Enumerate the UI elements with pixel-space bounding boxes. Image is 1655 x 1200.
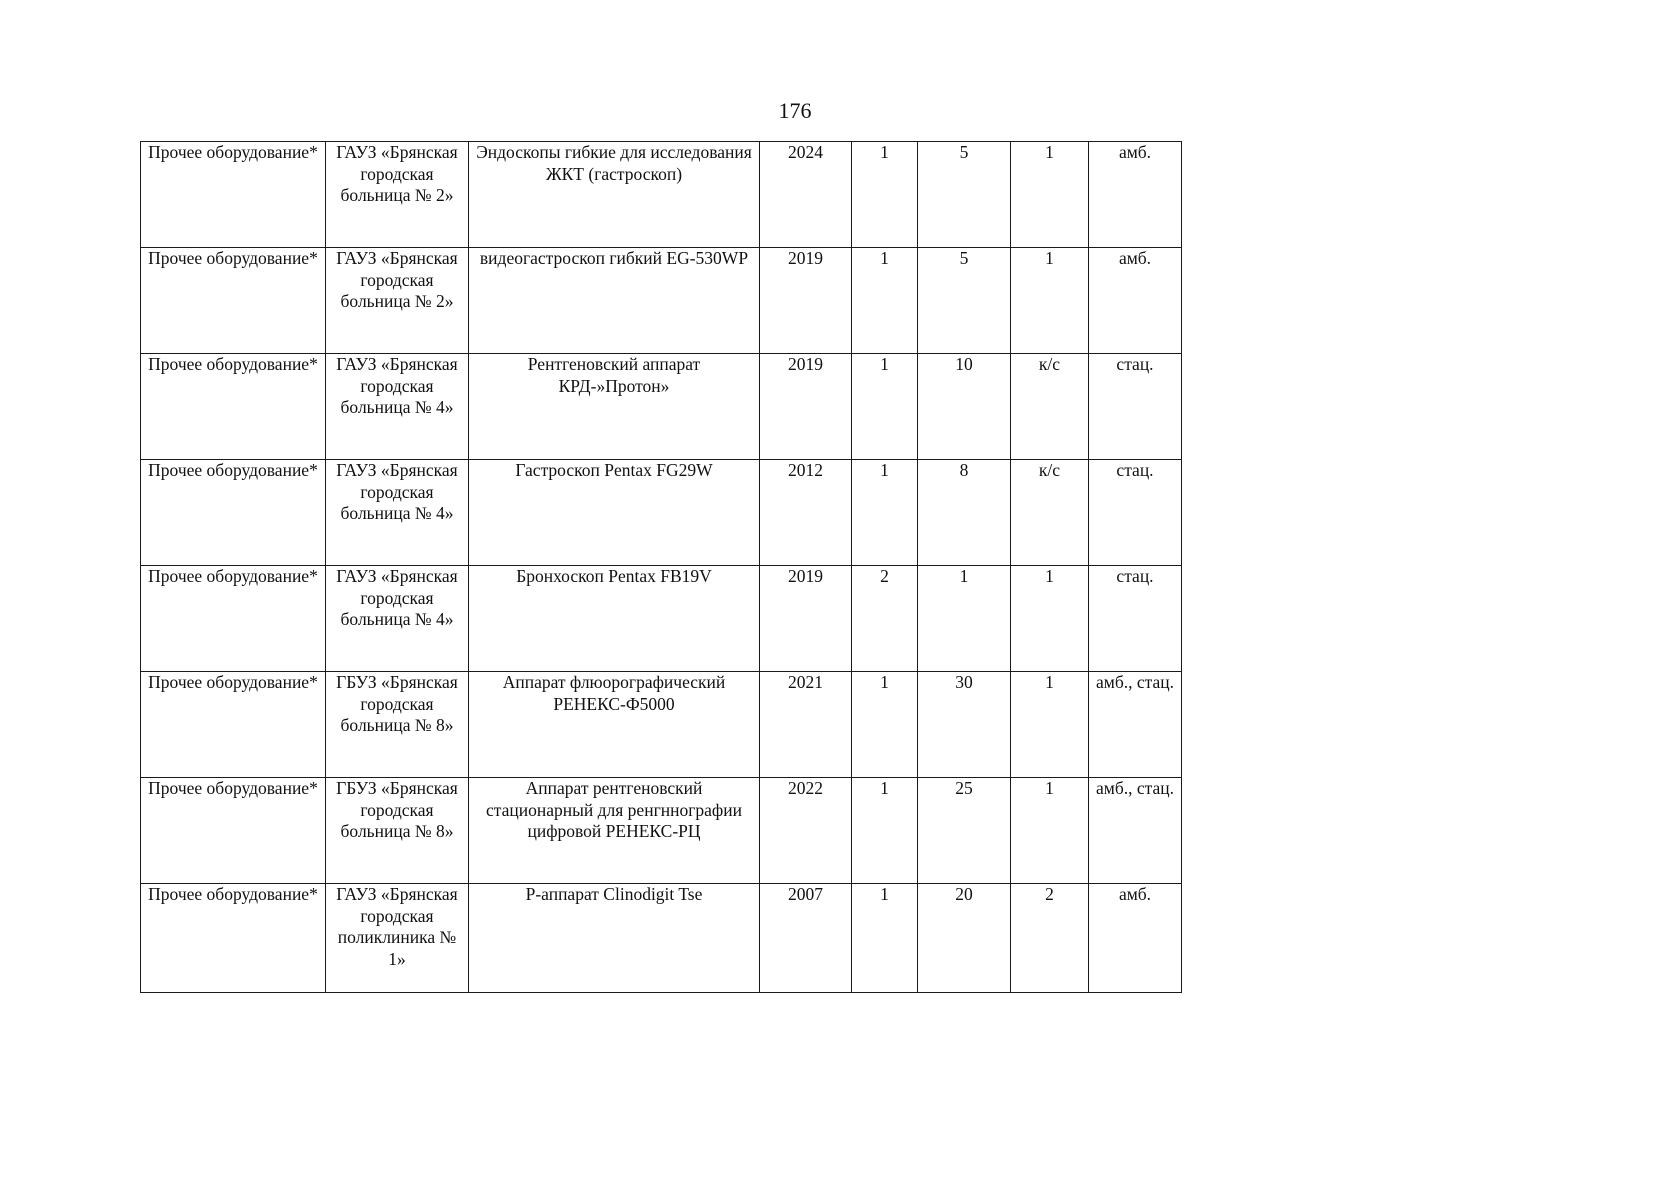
table-row <box>141 672 1182 778</box>
year-cell: 2021 <box>760 672 852 778</box>
category-cell: Прочее оборудование* <box>141 884 326 993</box>
mode-cell: амб. <box>1089 884 1182 993</box>
table-row <box>141 142 1182 248</box>
equipment-cell: видеогастроскоп гибкий EG-530WP <box>469 248 760 354</box>
quantity-cell: 1 <box>852 142 918 248</box>
category-cell: Прочее оборудование* <box>141 778 326 884</box>
year-cell: 2007 <box>760 884 852 993</box>
quantity-cell: 1 <box>852 884 918 993</box>
institution-cell: ГАУЗ «Брянская городская больница № 4» <box>326 354 469 460</box>
equipment-cell: Аппарат флюорографический РЕНЕКС-Ф5000 <box>469 672 760 778</box>
shifts-cell: 1 <box>1011 142 1089 248</box>
shifts-cell: 1 <box>1011 778 1089 884</box>
mode-cell: стац. <box>1089 566 1182 672</box>
value-cell: 5 <box>918 142 1011 248</box>
page-number: 176 <box>778 98 812 123</box>
value-cell: 20 <box>918 884 1011 993</box>
equipment-cell: Аппарат рентгеновский стационарный для ренгннографии цифровой РЕНЕКС-РЦ <box>469 778 760 884</box>
year-cell: 2019 <box>760 566 852 672</box>
institution-cell: ГАУЗ «Брянская городская больница № 2» <box>326 248 469 354</box>
year-cell: 2019 <box>760 354 852 460</box>
table-body <box>141 142 1182 993</box>
category-cell: Прочее оборудование* <box>141 460 326 566</box>
institution-cell: ГБУЗ «Брянская городская больница № 8» <box>326 778 469 884</box>
table-row <box>141 884 1182 993</box>
year-cell: 2019 <box>760 248 852 354</box>
equipment-cell: Эндоскопы гибкие для исследования ЖКТ (гастроскоп) <box>469 142 760 248</box>
institution-cell: ГАУЗ «Брянская городская больница № 4» <box>326 566 469 672</box>
table-row <box>141 248 1182 354</box>
institution-cell: ГАУЗ «Брянская городская больница № 4» <box>326 460 469 566</box>
shifts-cell: 2 <box>1011 884 1089 993</box>
mode-cell: амб. <box>1089 248 1182 354</box>
quantity-cell: 1 <box>852 778 918 884</box>
value-cell: 10 <box>918 354 1011 460</box>
quantity-cell: 1 <box>852 672 918 778</box>
table-row <box>141 460 1182 566</box>
category-cell: Прочее оборудование* <box>141 248 326 354</box>
mode-cell: амб., стац. <box>1089 672 1182 778</box>
equipment-cell: Гастроскоп Pentax FG29W <box>469 460 760 566</box>
table-row <box>141 354 1182 460</box>
mode-cell: амб., стац. <box>1089 778 1182 884</box>
mode-cell: амб. <box>1089 142 1182 248</box>
equipment-cell: Бронхоскоп Pentax FB19V <box>469 566 760 672</box>
table-row <box>141 566 1182 672</box>
mode-cell: стац. <box>1089 460 1182 566</box>
equipment-cell: Рентгеновский аппарат КРД-»Протон» <box>469 354 760 460</box>
quantity-cell: 1 <box>852 248 918 354</box>
category-cell: Прочее оборудование* <box>141 354 326 460</box>
institution-cell: ГБУЗ «Брянская городская больница № 8» <box>326 672 469 778</box>
category-cell: Прочее оборудование* <box>141 566 326 672</box>
shifts-cell: 1 <box>1011 566 1089 672</box>
category-cell: Прочее оборудование* <box>141 672 326 778</box>
value-cell: 25 <box>918 778 1011 884</box>
year-cell: 2022 <box>760 778 852 884</box>
value-cell: 8 <box>918 460 1011 566</box>
shifts-cell: к/с <box>1011 460 1089 566</box>
table-row <box>141 778 1182 884</box>
quantity-cell: 1 <box>852 354 918 460</box>
value-cell: 5 <box>918 248 1011 354</box>
year-cell: 2024 <box>760 142 852 248</box>
mode-cell: стац. <box>1089 354 1182 460</box>
quantity-cell: 1 <box>852 460 918 566</box>
shifts-cell: 1 <box>1011 672 1089 778</box>
equipment-table <box>140 141 1182 993</box>
shifts-cell: 1 <box>1011 248 1089 354</box>
category-cell: Прочее оборудование* <box>141 142 326 248</box>
shifts-cell: к/с <box>1011 354 1089 460</box>
year-cell: 2012 <box>760 460 852 566</box>
quantity-cell: 2 <box>852 566 918 672</box>
institution-cell: ГАУЗ «Брянская городская больница № 2» <box>326 142 469 248</box>
value-cell: 30 <box>918 672 1011 778</box>
value-cell: 1 <box>918 566 1011 672</box>
equipment-cell: Р-аппарат Clinodigit Tse <box>469 884 760 993</box>
institution-cell: ГАУЗ «Брянская городская поликлиника № 1» <box>326 884 469 993</box>
